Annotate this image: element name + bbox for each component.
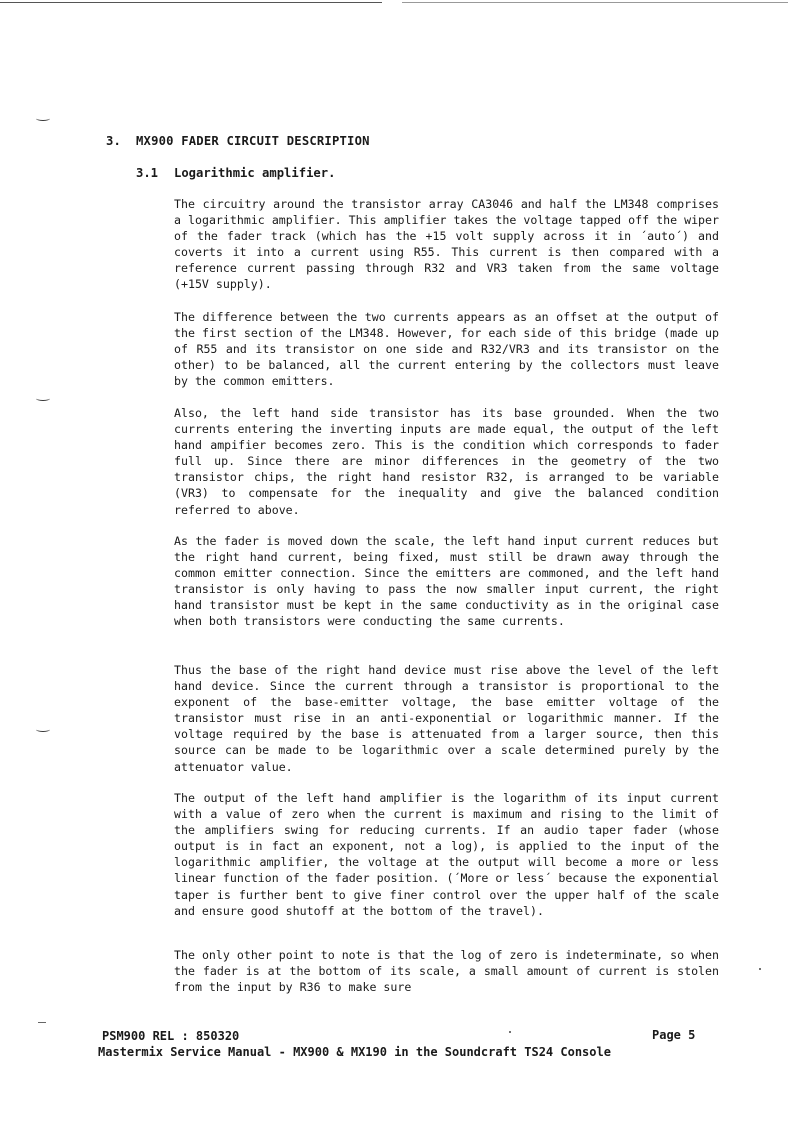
subsection-number: 3.1 <box>136 166 159 180</box>
footer-page-number: Page 5 <box>652 1028 696 1042</box>
margin-dash <box>38 1022 46 1023</box>
section-title: MX900 FADER CIRCUIT DESCRIPTION <box>136 134 370 148</box>
paragraph: The only other point to note is that the log of zero is indeterminate, so when the fader is at the bottom of its scale, a small amount of current is stolen from the input by R36 to make sure <box>174 948 719 995</box>
binding-mark <box>36 116 50 121</box>
subsection-title: Logarithmic amplifier. <box>174 166 336 180</box>
paragraph: Also, the left hand side transistor has its base grounded. When the two currents entering the inverting inputs are made equal, the output of the left hand ampifier becomes zero. This is the condition which corresponds to fader full up. Since there are minor differences in the geometry of the two transistor chips, the right hand resistor R32, is arranged to be variable (VR3) to compensate for the inequality and give the balanced condition referred to above. <box>174 406 719 517</box>
binding-mark <box>36 396 50 401</box>
binding-mark <box>36 727 50 732</box>
scan-speck <box>759 968 761 970</box>
paragraph: Thus the base of the right hand device must rise above the level of the left hand device. Since the current through a transistor is proportional to the exponent of the base-emitter voltage, the base emitter voltage of the transistor must rise in an anti-exponential or logarithmic manner. If the voltage required by the base is attenuated from a larger source, then this source can be made to be logarithmic over a scale determined purely by the attenuator value. <box>174 663 719 774</box>
top-rule-right <box>402 2 788 3</box>
footer-doc-ref: PSM900 REL : 850320 <box>102 1029 240 1043</box>
top-rule-left <box>0 2 382 3</box>
footer-manual-title: Mastermix Service Manual - MX900 & MX190 in the Soundcraft TS24 Console <box>98 1045 611 1059</box>
paragraph: The circuitry around the transistor array CA3046 and half the LM348 comprises a logarithmic amplifier. This amplifier takes the voltage tapped off the wiper of the fader track (which has the +15 volt supply across it in ´auto´) and coverts it into a current using R55. This current is then compared with a reference current passing through R32 and VR3 taken from the same voltage (+15V supply). <box>174 197 719 292</box>
section-heading <box>106 134 370 148</box>
section-number: 3. <box>106 134 122 148</box>
paragraph: The output of the left hand amplifier is the logarithm of its input current with a value of zero when the current is maximum and rising to the limit of the amplifiers swing for reducing currents. If an audio taper fader (whose output is in fact an exponent, not a log), is applied to the input of the logarithmic amplifier, the voltage at the output will become a more or less linear function of the fader position. (´More or less´ because the exponential taper is further bent to give finer control over the upper half of the scale and ensure good shutoff at the bottom of the travel). <box>174 791 719 918</box>
paragraph: As the fader is moved down the scale, the left hand input current reduces but the right hand current, being fixed, must still be drawn away through the common emitter connection. Since the emitters are commoned, and the left hand transistor is only having to pass the now smaller input current, the right hand transistor must be kept in the same conductivity as in the original case when both transistors were conducting the same currents. <box>174 534 719 629</box>
paragraph: The difference between the two currents appears as an offset at the output of the first section of the LM348. However, for each side of this bridge (made up of R55 and its transistor on one side and R32/VR3 and its transistor on the other) to be balanced, all the current entering by the collectors must leave by the common emitters. <box>174 310 719 389</box>
scan-speck <box>509 1031 511 1033</box>
subsection-heading <box>136 166 335 180</box>
